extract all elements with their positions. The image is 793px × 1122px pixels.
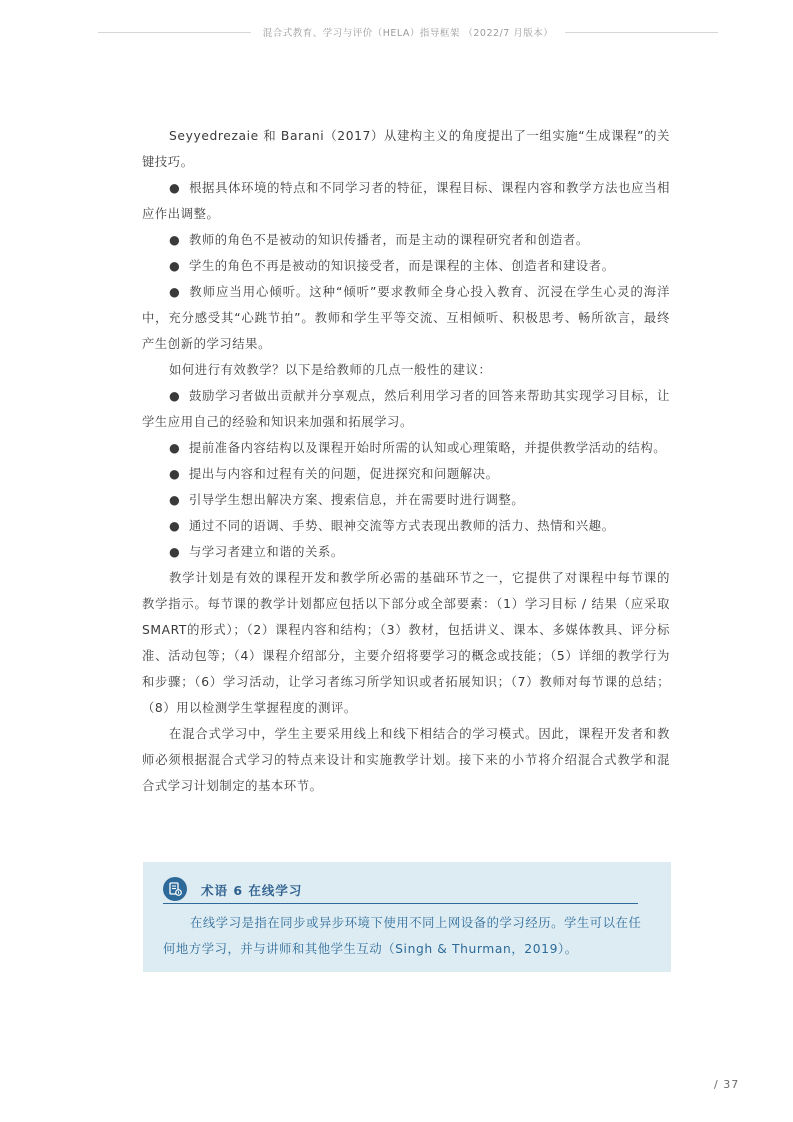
bullet-item — [142, 279, 670, 357]
bullet-dot-icon: ● — [169, 285, 181, 299]
bullet-item — [142, 253, 670, 279]
bullet-item — [142, 175, 670, 227]
bullet-dot-icon: ● — [169, 181, 181, 195]
bullet-dot-icon: ● — [169, 545, 181, 559]
bullet-dot-icon: ● — [169, 467, 181, 481]
bullet-text: 提前准备内容结构以及课程开始时所需的认知或心理策略，并提供教学活动的结构。 — [189, 441, 667, 455]
bullet-text: 教师应当用心倾听。这种“倾听”要求教师全身心投入教育、沉浸在学生心灵的海洋中，充分感受其“心跳节拍”。教师和学生平等交流、互相倾听、积极思考、畅所欲言，最终产生创新的学习结果。 — [142, 285, 670, 351]
lesson-plan-paragraph: 教学计划是有效的课程开发和教学所必需的基础环节之一，它提供了对课程中每节课的教学指示。每节课的教学计划都应包括以下部分或全部要素：（1）学习目标 / 结果（应采取SMART的形式）；（2）课程内容和结构；（3）教材，包括讲义、课本、多媒体教具、评分标准、活动包等；（4）课程介绍部分，主要介绍将要学习的概念或技能；（5）详细的教学行为和步骤；（6）学习活动，让学习者练习所学知识或者拓展知识；（7）教师对每节课的总结；（8）用以检测学生掌握程度的测评。 — [142, 571, 670, 715]
bullet-text: 通过不同的语调、手势、眼神交流等方式表现出教师的活力、热情和兴趣。 — [189, 519, 615, 533]
bullet-text: 提出与内容和过程有关的问题，促进探究和问题解决。 — [189, 467, 499, 481]
bullet-dot-icon: ● — [169, 441, 181, 455]
bullet-item — [142, 513, 670, 539]
header-rule-right — [565, 32, 718, 33]
term-definition — [163, 910, 653, 962]
page-number: / 37 — [714, 1078, 740, 1091]
bullet-dot-icon: ● — [169, 259, 181, 273]
bullet-item — [142, 435, 670, 461]
bullet-dot-icon: ● — [169, 519, 181, 533]
bullet-text: 学生的角色不再是被动的知识接受者，而是课程的主体、创造者和建设者。 — [189, 259, 615, 273]
bullet-item — [142, 461, 670, 487]
bullet-dot-icon: ● — [169, 389, 181, 403]
term-title: 术语 6 在线学习 — [201, 883, 303, 898]
bullet-text: 引导学生想出解决方案、搜索信息，并在需要时进行调整。 — [189, 493, 525, 507]
bullet-dot-icon: ● — [169, 493, 181, 507]
bullet-text: 教师的角色不是被动的知识传播者，而是主动的课程研究者和创造者。 — [189, 233, 589, 247]
question-paragraph: 如何进行有效教学？以下是给教师的几点一般性的建议： — [169, 363, 492, 377]
bullet-text: 鼓励学习者做出贡献并分享观点，然后利用学习者的回答来帮助其实现学习目标，让学生应用自己的经验和知识来加强和拓展学习。 — [142, 389, 670, 429]
term-callout-box — [143, 862, 671, 972]
bullet-item — [142, 383, 670, 435]
intro-paragraph: Seyyedrezaie 和 Barani（2017）从建构主义的角度提出了一组实施“生成课程”的关键技巧。 — [142, 129, 670, 169]
header-rule-left — [98, 32, 251, 33]
blended-learning-paragraph: 在混合式学习中，学生主要采用线上和线下相结合的学习模式。因此，课程开发者和教师必须根据混合式学习的特点来设计和实施教学计划。接下来的小节将介绍混合式教学和混合式学习计划制定的基本环节。 — [142, 727, 670, 793]
header-title: 混合式教育、学习与评价（HELA）指导框架 （2022/7 月版本） — [262, 28, 554, 39]
bullet-item — [142, 539, 670, 565]
document-info-icon — [163, 877, 187, 901]
running-header — [98, 22, 718, 42]
term-header — [163, 877, 638, 904]
term-body-text: 在线学习是指在同步或异步环境下使用不同上网设备的学习经历。学生可以在任何地方学习，并与讲师和其他学生互动（Singh & Thurman，2019）。 — [163, 916, 642, 956]
bullet-text: 根据具体环境的特点和不同学习者的特征，课程目标、课程内容和教学方法也应当相应作出调整。 — [142, 181, 670, 221]
bullet-dot-icon: ● — [169, 233, 181, 247]
bullet-text: 与学习者建立和谐的关系。 — [189, 545, 344, 559]
bullet-item — [142, 227, 670, 253]
body-content — [142, 123, 670, 799]
bullet-item — [142, 487, 670, 513]
